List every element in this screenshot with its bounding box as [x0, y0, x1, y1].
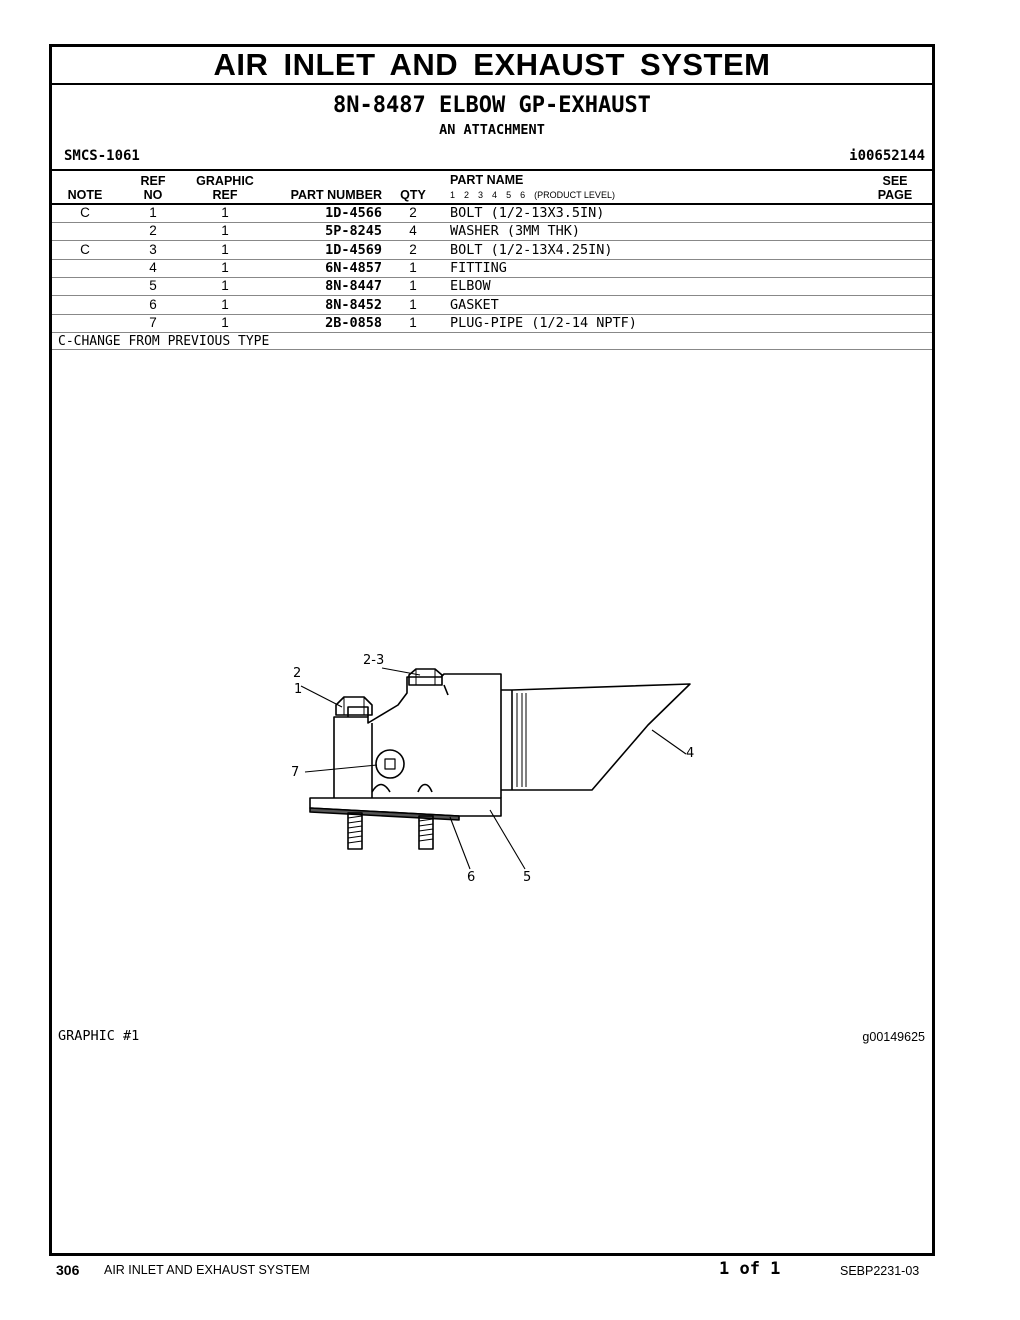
cell-qty: 1 — [409, 278, 417, 294]
cell-note: C — [80, 241, 90, 257]
cell-part-name: BOLT (1/2-13X4.25IN) — [450, 241, 613, 258]
callout-4: 4 — [686, 746, 695, 761]
col-part-number: PART NUMBER — [290, 188, 382, 202]
cell-graphic-ref: 1 — [221, 296, 229, 312]
cell-ref-no: 3 — [149, 241, 157, 257]
graphic-id: g00149625 — [862, 1030, 925, 1044]
cell-part-number: 8N-8447 — [325, 278, 382, 295]
cell-graphic-ref: 1 — [221, 223, 229, 239]
col-see-page: SEE PAGE — [877, 174, 913, 202]
graphic-label: GRAPHIC #1 — [58, 1028, 140, 1044]
bolt-threads-1 — [348, 813, 362, 849]
col-part-name: PART NAME — [450, 173, 524, 187]
col-ref-no: REF NO — [140, 174, 166, 202]
cell-part-name: PLUG-PIPE (1/2-14 NPTF) — [450, 314, 637, 331]
elbow-body — [334, 674, 501, 798]
gasket-part — [310, 808, 459, 820]
cell-graphic-ref: 1 — [221, 259, 229, 275]
cell-part-number: 1D-4569 — [325, 241, 382, 258]
footer-section: AIR INLET AND EXHAUST SYSTEM — [104, 1263, 310, 1277]
bolt-threads-2 — [419, 816, 433, 849]
cell-part-number: 6N-4857 — [325, 259, 382, 276]
cell-part-number: 8N-8452 — [325, 296, 382, 313]
attachment-label: AN ATTACHMENT — [439, 122, 545, 138]
cell-part-name: ELBOW — [450, 278, 491, 295]
smcs-code: SMCS-1061 — [64, 148, 140, 164]
cell-qty: 2 — [409, 241, 417, 257]
footer-doc-id: SEBP2231-03 — [840, 1264, 920, 1278]
bolt-head-1 — [336, 697, 372, 715]
cell-part-name: BOLT (1/2-13X3.5IN) — [450, 205, 605, 221]
product-levels: 1 2 3 4 5 6 (PRODUCT LEVEL) — [450, 190, 615, 200]
callout-5: 5 — [523, 870, 532, 885]
cell-graphic-ref: 1 — [221, 241, 229, 257]
pipe-plug — [376, 750, 404, 778]
cell-ref-no: 2 — [149, 223, 157, 239]
cell-ref-no: 5 — [149, 278, 157, 294]
col-qty: QTY — [400, 188, 426, 202]
cell-part-number: 1D-4566 — [325, 205, 382, 221]
cell-part-name: FITTING — [450, 259, 507, 276]
callout-6: 6 — [467, 870, 476, 885]
change-note: C-CHANGE FROM PREVIOUS TYPE — [58, 334, 270, 349]
cell-part-name: WASHER (3MM THK) — [450, 223, 581, 240]
cell-part-number: 5P-8245 — [325, 223, 382, 240]
page-title: AIR INLET AND EXHAUST SYSTEM — [213, 47, 771, 82]
cell-qty: 1 — [409, 259, 417, 275]
cell-part-number: 2B-0858 — [325, 314, 382, 331]
cell-qty: 4 — [409, 223, 417, 239]
cell-ref-no: 4 — [149, 259, 157, 275]
callout-7: 7 — [291, 765, 300, 780]
illustration-id: i00652144 — [849, 148, 925, 164]
cell-graphic-ref: 1 — [221, 314, 229, 330]
callout-1: 1 — [294, 682, 303, 697]
parts-illustration — [52, 47, 932, 1253]
callout-2-3: 2-3 — [363, 653, 385, 668]
cell-part-name: GASKET — [450, 296, 499, 313]
cell-ref-no: 7 — [149, 314, 157, 330]
cell-qty: 1 — [409, 314, 417, 330]
cell-qty: 1 — [409, 296, 417, 312]
callout-2: 2 — [293, 666, 302, 681]
group-title: 8N-8487 ELBOW GP-EXHAUST — [333, 93, 651, 118]
footer-page-of: 1 of 1 — [719, 1259, 781, 1279]
col-note: NOTE — [67, 188, 103, 202]
cell-graphic-ref: 1 — [221, 205, 229, 220]
cell-ref-no: 1 — [149, 205, 157, 220]
cell-qty: 2 — [409, 205, 417, 220]
page-frame — [49, 44, 935, 1256]
cell-note: C — [80, 205, 90, 220]
col-graphic-ref: GRAPHIC REF — [196, 174, 254, 202]
cell-ref-no: 6 — [149, 296, 157, 312]
footer-page-number: 306 — [56, 1262, 80, 1278]
cell-graphic-ref: 1 — [221, 278, 229, 294]
